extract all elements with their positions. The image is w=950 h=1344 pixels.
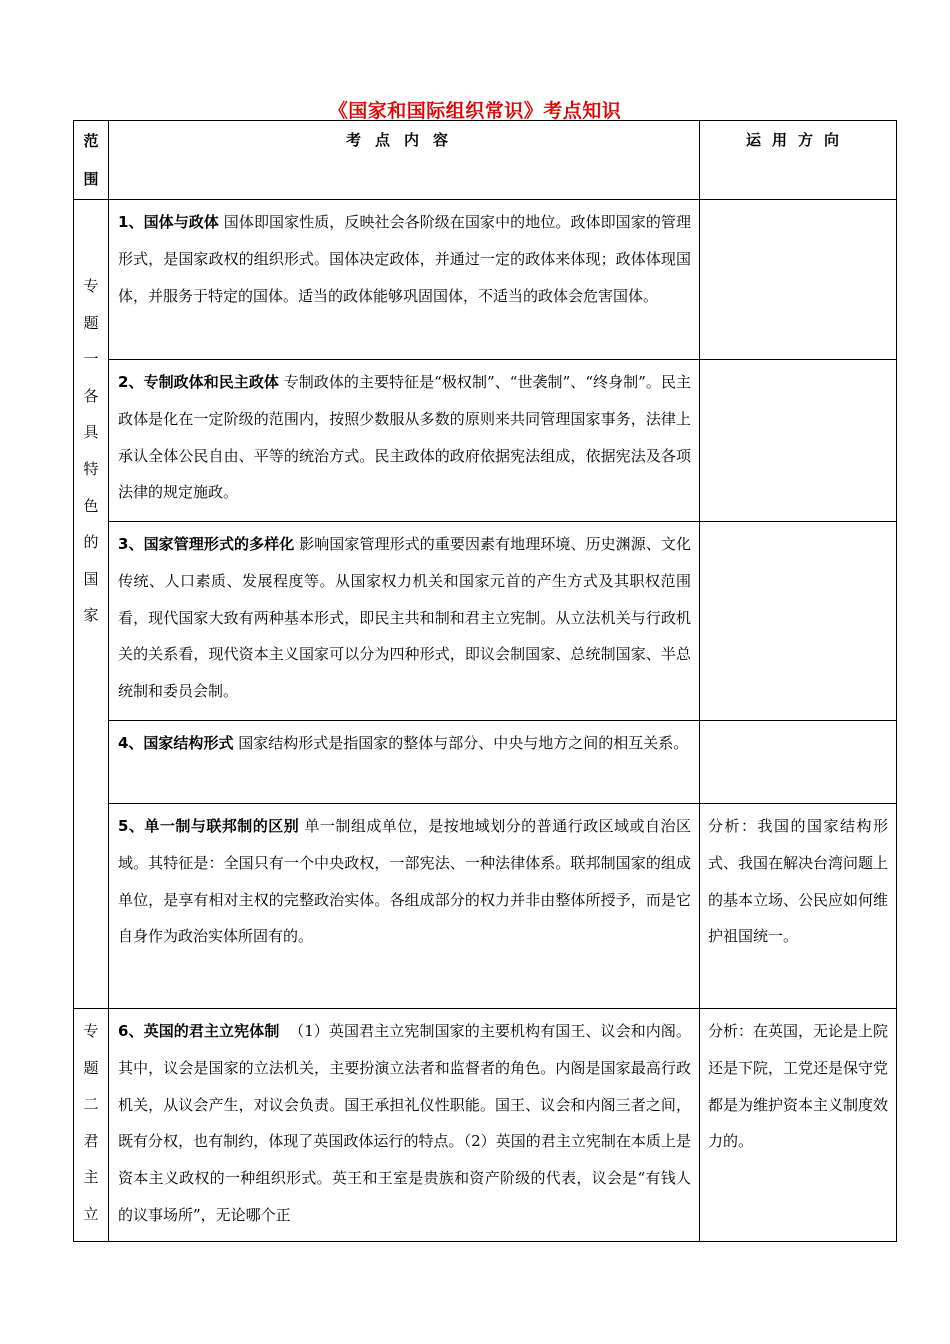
topic-note — [700, 522, 896, 526]
note-cell — [700, 721, 897, 804]
topic-heading: 3、国家管理形式的多样化 — [118, 535, 295, 553]
topic-note: 分析：我国的国家结构形式、我国在解决台湾问题上的基本立场、公民应如何维护祖国统一。 — [708, 817, 889, 946]
header-range: 范围 — [83, 132, 99, 188]
table-header-row — [74, 121, 897, 200]
topic-text: 影响国家管理形式的重要因素有地理环境、历史渊源、文化传统、人口素质、发展程度等。从国家权力机关和国家元首的产生方式及其职权范围看，现代国家大致有两种基本形式，即民主共和制和君主立宪制。从立法机关与行政机关的关系看，现代资本主义国家可以分为四种形式，即议会制国家、总统制国家、半总统制和委员会制。 — [118, 535, 691, 701]
knowledge-table — [73, 120, 897, 1242]
note-cell — [700, 1009, 897, 1242]
topic-heading: 6、英国的君主立宪体制 — [118, 1022, 280, 1040]
topic-text: 国体即国家性质，反映社会各阶级在国家中的地位。政体即国家的管理形式，是国家政权的组织形式。国体决定政体，并通过一定的政体来体现；政体体现国体，并服务于特定的国体。适当的政体能够巩固国体，不适当的政体会危害国体。 — [118, 213, 691, 305]
section2-label: 专题二君主立 — [83, 1022, 99, 1223]
header-content-cell — [109, 121, 700, 200]
table-row — [74, 522, 897, 721]
note-cell — [700, 522, 897, 721]
header-application-cell — [700, 121, 897, 200]
table-row — [74, 360, 897, 522]
note-cell — [700, 360, 897, 522]
topic-text: 单一制组成单位，是按地域划分的普通行政区域或自治区域。其特征是：全国只有一个中央政权，一部宪法、一种法律体系。联邦制国家的组成单位，是享有相对主权的完整政治实体。各组成部分的权力并非由整体所授予，而是它自身作为政治实体所固有的。 — [118, 817, 691, 946]
topic-text: 专制政体的主要特征是“极权制”、“世袭制”、“终身制”。民主政体是化在一定阶级的范围内，按照少数服从多数的原则来共同管理国家事务，法律上承认全体公民自由、平等的统治方式。民主政体的政府依据宪法组成，依据宪法及各项法律的规定施政。 — [118, 373, 691, 502]
table-row — [74, 721, 897, 804]
content-cell — [109, 360, 700, 522]
header-application: 运用方向 — [745, 131, 850, 149]
topic-text: 国家结构形式是指国家的整体与部分、中央与地方之间的相互关系。 — [238, 734, 689, 752]
section1-label: 专题一各具特色的国家 — [83, 277, 99, 625]
topic-heading: 2、专制政体和民主政体 — [118, 373, 279, 391]
topic-note: 分析：在英国，无论是上院还是下院，工党还是保守党都是为维护资本主义制度效力的。 — [708, 1022, 889, 1151]
topic-heading: 5、单一制与联邦制的区别 — [118, 817, 300, 835]
content-cell — [109, 522, 700, 721]
page-title: 《国家和国际组织常识》考点知识 — [328, 100, 622, 122]
topic-heading: 1、国体与政体 — [118, 213, 219, 231]
section1-label-cell — [74, 200, 109, 1009]
table-row — [74, 200, 897, 360]
topic-note — [700, 360, 896, 364]
section2-label-cell — [74, 1009, 109, 1242]
note-cell — [700, 804, 897, 1009]
table-row — [74, 804, 897, 1009]
topic-heading: 4、国家结构形式 — [118, 734, 234, 752]
header-range-cell — [74, 121, 109, 200]
topic-note — [700, 721, 896, 725]
content-cell — [109, 1009, 700, 1242]
content-cell — [109, 721, 700, 804]
table-row — [74, 1009, 897, 1242]
content-cell — [109, 200, 700, 360]
header-content: 考点内容 — [345, 131, 462, 149]
topic-note — [700, 200, 896, 204]
note-cell — [700, 200, 897, 360]
topic-text: （1）英国君主立宪制国家的主要机构有国王、议会和内阁。其中，议会是国家的立法机关，主要扮演立法者和监督者的角色。内阁是国家最高行政机关，从议会产生，对议会负责。国王承担礼仪性职能。国王、议会和内阁三者之间，既有分权，也有制约，体现了英国政体运行的特点。（2）英国的君主立宪制在本质上是资本主义政权的一种组织形式。英王和王室是贵族和资产阶级的代表，议会是“有钱人的议事场所”，无论哪个正 — [118, 1022, 691, 1224]
content-cell — [109, 804, 700, 1009]
